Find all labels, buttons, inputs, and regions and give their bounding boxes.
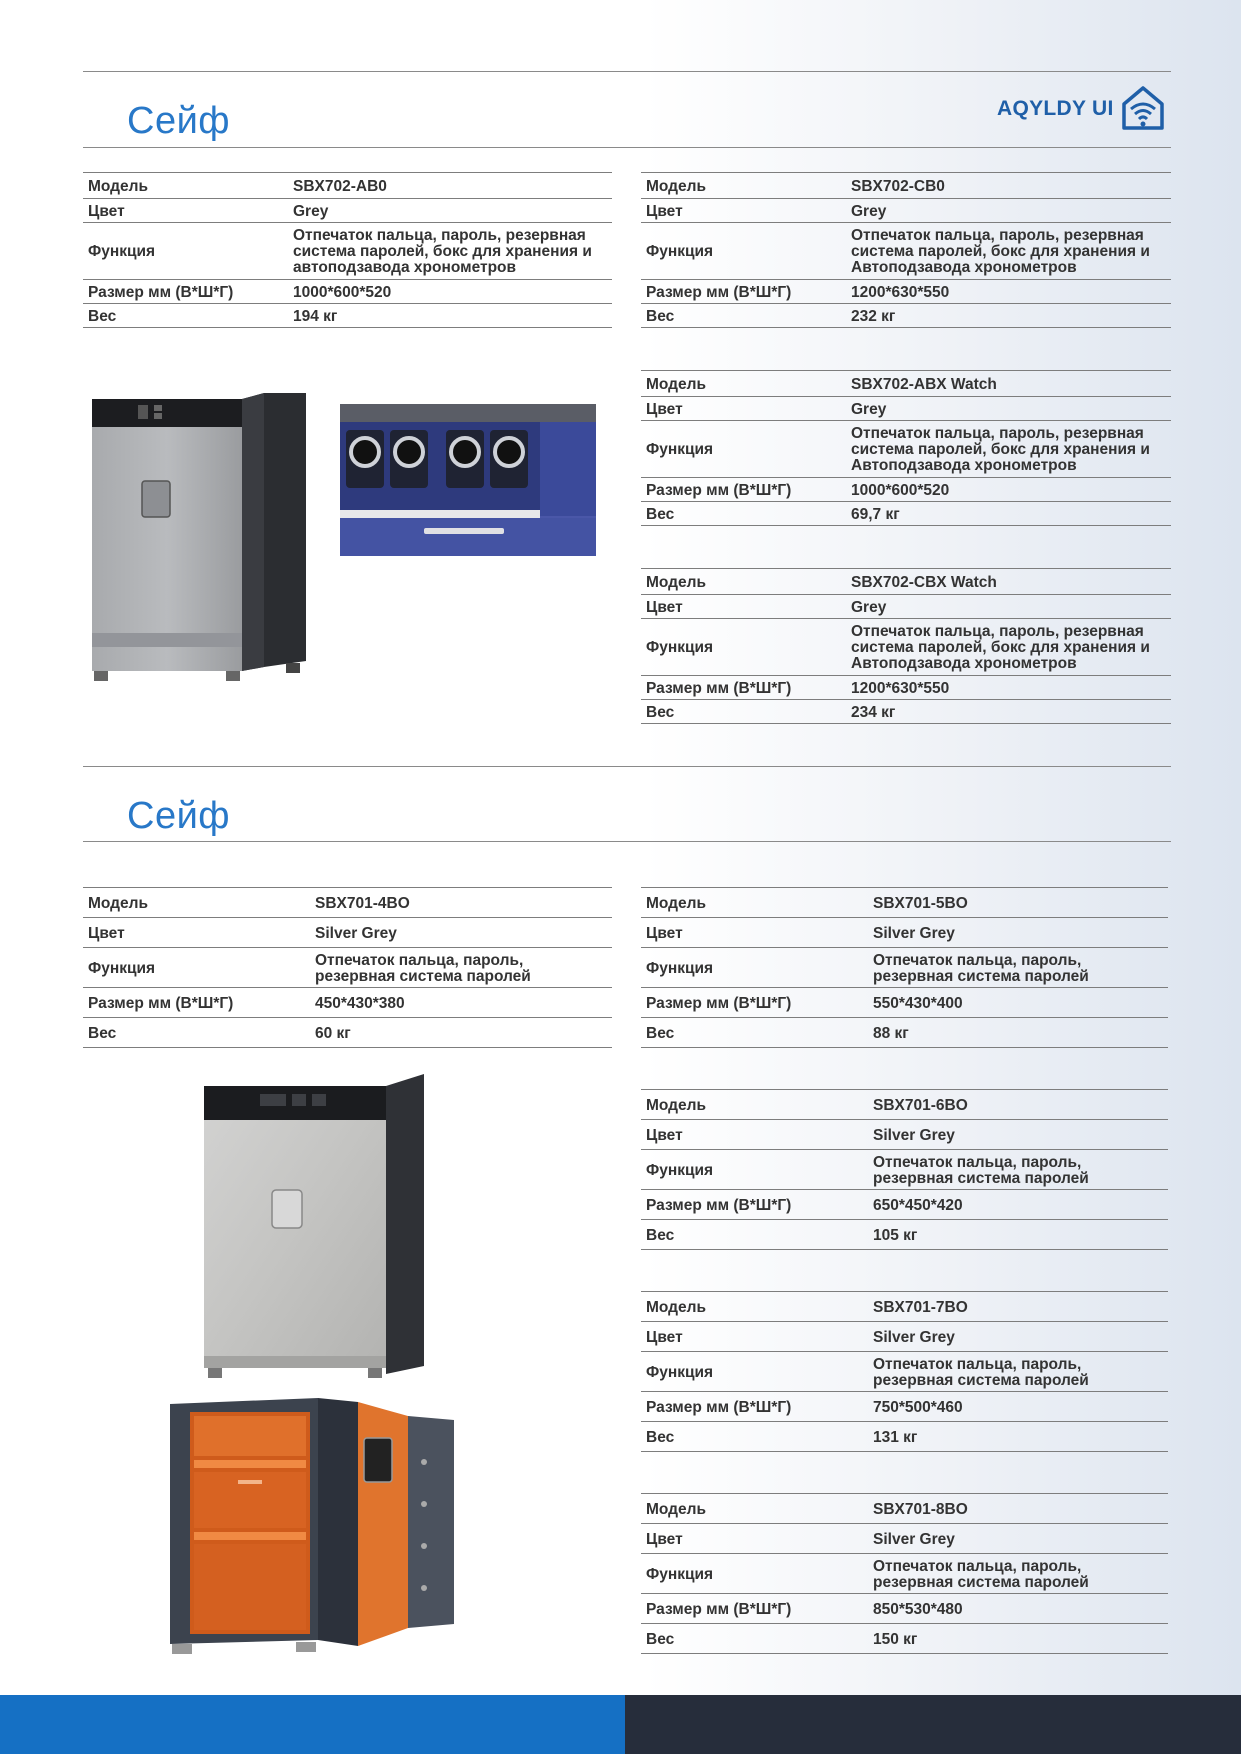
label-size: Размер мм (В*Ш*Г) <box>641 676 846 700</box>
label-color: Цвет <box>83 918 310 948</box>
value-color: Grey <box>288 199 612 223</box>
label-function: Функция <box>83 223 288 280</box>
label-weight: Вес <box>83 1018 310 1048</box>
spec-table-sbx702-ab0 <box>83 172 612 328</box>
value-weight: 69,7 кг <box>846 502 1171 526</box>
label-weight: Вес <box>641 1422 868 1452</box>
value-model: SBX702-ABX Watch <box>846 371 1171 397</box>
label-size: Размер мм (В*Ш*Г) <box>641 1594 868 1624</box>
value-function: Отпечаток пальца, пароль, резервная система паролей, бокс для хранения и Автоподзавода хронометров <box>846 223 1171 280</box>
spec-table-sbx701-4bo <box>83 887 612 1048</box>
label-model: Модель <box>641 173 846 199</box>
value-function: Отпечаток пальца, пароль, резервная система паролей <box>868 1352 1168 1392</box>
value-weight: 88 кг <box>868 1018 1168 1048</box>
value-weight: 60 кг <box>310 1018 612 1048</box>
value-size: 750*500*460 <box>868 1392 1168 1422</box>
value-weight: 150 кг <box>868 1624 1168 1654</box>
label-color: Цвет <box>83 199 288 223</box>
value-function: Отпечаток пальца, пароль, резервная система паролей <box>310 948 612 988</box>
label-size: Размер мм (В*Ш*Г) <box>83 988 310 1018</box>
value-color: Grey <box>846 397 1171 421</box>
spec-table-sbx702-cbx-watch <box>641 568 1171 724</box>
label-function: Функция <box>641 1352 868 1392</box>
spec-table-sbx702-abx-watch <box>641 370 1171 526</box>
label-function: Функция <box>641 948 868 988</box>
value-size: 1200*630*550 <box>846 676 1171 700</box>
value-weight: 232 кг <box>846 304 1171 328</box>
watch-winder-image <box>340 404 596 556</box>
value-color: Silver Grey <box>868 1120 1168 1150</box>
label-size: Размер мм (В*Ш*Г) <box>641 988 868 1018</box>
label-function: Функция <box>641 619 846 676</box>
label-function: Функция <box>641 421 846 478</box>
safe-open-orange-interior-image <box>168 1394 458 1656</box>
label-model: Модель <box>641 1090 868 1120</box>
value-size: 650*450*420 <box>868 1190 1168 1220</box>
label-size: Размер мм (В*Ш*Г) <box>641 478 846 502</box>
value-weight: 105 кг <box>868 1220 1168 1250</box>
value-color: Grey <box>846 199 1171 223</box>
house-wifi-icon <box>1120 84 1166 134</box>
value-size: 1200*630*550 <box>846 280 1171 304</box>
label-weight: Вес <box>641 1018 868 1048</box>
label-function: Функция <box>641 1554 868 1594</box>
value-size: 450*430*380 <box>310 988 612 1018</box>
value-weight: 234 кг <box>846 700 1171 724</box>
label-color: Цвет <box>641 595 846 619</box>
label-weight: Вес <box>83 304 288 328</box>
label-function: Функция <box>641 1150 868 1190</box>
label-size: Размер мм (В*Ш*Г) <box>641 1190 868 1220</box>
value-color: Silver Grey <box>310 918 612 948</box>
footer-blue-bar <box>0 1695 625 1754</box>
spec-table-sbx701-7bo <box>641 1291 1168 1452</box>
label-model: Модель <box>83 888 310 918</box>
label-size: Размер мм (В*Ш*Г) <box>641 1392 868 1422</box>
label-size: Размер мм (В*Ш*Г) <box>641 280 846 304</box>
label-model: Модель <box>641 888 868 918</box>
label-color: Цвет <box>641 199 846 223</box>
label-model: Модель <box>641 1494 868 1524</box>
label-model: Модель <box>641 371 846 397</box>
value-color: Grey <box>846 595 1171 619</box>
safe-closed-image <box>86 385 312 687</box>
value-model: SBX701-6BO <box>868 1090 1168 1120</box>
value-color: Silver Grey <box>868 918 1168 948</box>
section-2-top-rule <box>83 766 1171 767</box>
value-model: SBX701-7BO <box>868 1292 1168 1322</box>
value-function: Отпечаток пальца, пароль, резервная система паролей, бокс для хранения и автоподзавода хронометров <box>288 223 612 280</box>
spec-table-sbx701-8bo <box>641 1493 1168 1654</box>
value-color: Silver Grey <box>868 1322 1168 1352</box>
label-model: Модель <box>641 569 846 595</box>
spec-table-sbx701-5bo <box>641 887 1168 1048</box>
value-model: SBX702-CB0 <box>846 173 1171 199</box>
brand-name: AQYLDY UI <box>997 97 1114 120</box>
label-model: Модель <box>641 1292 868 1322</box>
label-color: Цвет <box>641 1524 868 1554</box>
label-function: Функция <box>83 948 310 988</box>
value-function: Отпечаток пальца, пароль, резервная система паролей, бокс для хранения и Автоподзавода хронометров <box>846 619 1171 676</box>
silver-safe-closed-image <box>198 1072 430 1382</box>
label-weight: Вес <box>641 700 846 724</box>
value-size: 1000*600*520 <box>846 478 1171 502</box>
section-1-title: Сейф <box>127 100 231 142</box>
label-weight: Вес <box>641 1624 868 1654</box>
value-size: 1000*600*520 <box>288 280 612 304</box>
value-function: Отпечаток пальца, пароль, резервная система паролей <box>868 1554 1168 1594</box>
value-weight: 194 кг <box>288 304 612 328</box>
value-function: Отпечаток пальца, пароль, резервная система паролей <box>868 1150 1168 1190</box>
label-color: Цвет <box>641 397 846 421</box>
value-model: SBX701-5BO <box>868 888 1168 918</box>
value-model: SBX701-8BO <box>868 1494 1168 1524</box>
value-function: Отпечаток пальца, пароль, резервная система паролей <box>868 948 1168 988</box>
label-color: Цвет <box>641 1322 868 1352</box>
spec-table-sbx702-cb0 <box>641 172 1171 328</box>
label-weight: Вес <box>641 502 846 526</box>
label-weight: Вес <box>641 1220 868 1250</box>
label-function: Функция <box>641 223 846 280</box>
label-color: Цвет <box>641 1120 868 1150</box>
value-model: SBX702-CBX Watch <box>846 569 1171 595</box>
value-size: 550*430*400 <box>868 988 1168 1018</box>
label-weight: Вес <box>641 304 846 328</box>
value-model: SBX701-4BO <box>310 888 612 918</box>
section-1-title-rule <box>83 147 1171 148</box>
brand-logo <box>997 84 1166 134</box>
section-2-title: Сейф <box>127 795 231 837</box>
label-model: Модель <box>83 173 288 199</box>
value-size: 850*530*480 <box>868 1594 1168 1624</box>
label-color: Цвет <box>641 918 868 948</box>
spec-table-sbx701-6bo <box>641 1089 1168 1250</box>
value-function: Отпечаток пальца, пароль, резервная система паролей, бокс для хранения и Автоподзавода хронометров <box>846 421 1171 478</box>
label-size: Размер мм (В*Ш*Г) <box>83 280 288 304</box>
section-2-title-rule <box>83 841 1171 842</box>
section-1-top-rule <box>83 71 1171 72</box>
footer-dark-bar <box>625 1695 1241 1754</box>
value-model: SBX702-AB0 <box>288 173 612 199</box>
value-weight: 131 кг <box>868 1422 1168 1452</box>
value-color: Silver Grey <box>868 1524 1168 1554</box>
